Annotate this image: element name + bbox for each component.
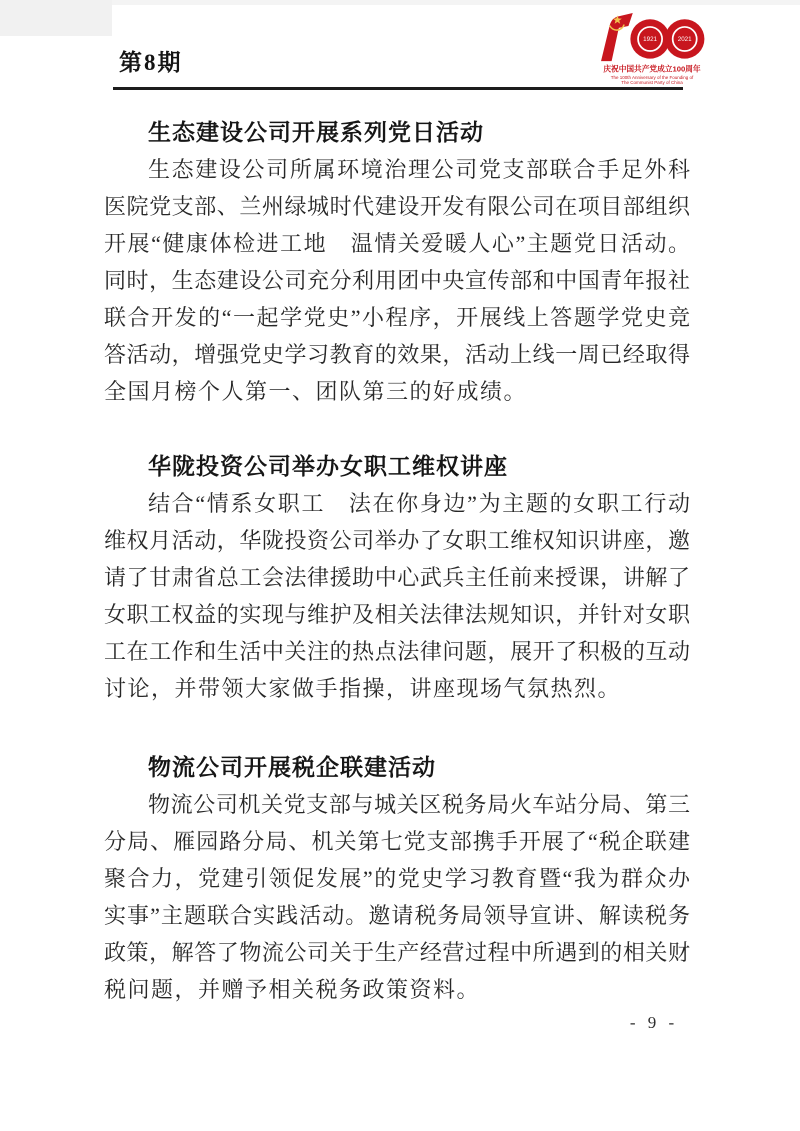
logo-caption-en-line2: The Communist Party of China	[621, 80, 683, 85]
body-line: 物流公司机关党支部与城关区税务局火车站分局、第三	[148, 792, 690, 817]
header-rule	[113, 87, 683, 90]
body-line: 答活动，增强党史学习教育的效果，活动上线一周已经取得	[104, 342, 690, 367]
body-line: 开展“健康体检进工地 温情关爱暖人心”主题党日活动。	[104, 231, 690, 256]
body-line: 全国月榜个人第一、团队第三的好成绩。	[104, 379, 528, 404]
body-line: 请了甘肃省总工会法律援助中心武兵主任前来授课，讲解了	[104, 565, 690, 590]
scan-corner-artifact	[0, 0, 112, 36]
article-logistics-company	[104, 749, 690, 1008]
body-line: 结合“情系女职工 法在你身边”为主题的女职工行动	[148, 491, 690, 516]
article-title: 华陇投资公司举办女职工维权讲座	[148, 453, 508, 479]
logo-100-graphic	[599, 13, 705, 63]
scan-edge-artifact	[0, 0, 800, 5]
body-line: 政策，解答了物流公司关于生产经营过程中所遇到的相关财	[104, 940, 690, 965]
body-line: 同时，生态建设公司充分利用团中央宣传部和中国青年报社	[104, 268, 690, 293]
body-line: 维权月活动，华陇投资公司举办了女职工维权知识讲座，邀	[104, 528, 690, 553]
logo-caption-en	[596, 75, 708, 85]
body-line: 女职工权益的实现与维护及相关法律法规知识，并针对女职	[104, 602, 690, 627]
logo-caption-en-line1: The 100th Anniversary of the Founding of	[610, 75, 694, 80]
article-ecology-company	[104, 114, 690, 410]
body-line: 聚合力，党建引领促发展”的党史学习教育暨“我为群众办	[104, 866, 690, 891]
body-line: 工在工作和生活中关注的热点法律问题，展开了积极的互动	[104, 639, 690, 664]
logo-caption-cn: 庆祝中国共产党成立100周年	[603, 64, 701, 74]
logo-year-1921: 1921	[643, 36, 658, 44]
cpc-100th-anniversary-logo	[596, 13, 708, 85]
page-number: - 9 -	[629, 1013, 679, 1032]
body-line: 税问题，并赠予相关税务政策资料。	[104, 977, 481, 1002]
logo-year-2021: 2021	[677, 36, 692, 44]
article-hualong-investment	[104, 448, 690, 707]
body-line: 实事”主题联合实践活动。邀请税务局领导宣讲、解读税务	[104, 903, 690, 928]
issue-label: 第8期	[119, 50, 183, 75]
body-line: 讨论，并带领大家做手指操，讲座现场气氛热烈。	[104, 676, 622, 701]
body-line: 分局、雁园路分局、机关第七党支部携手开展了“税企联建	[104, 829, 690, 854]
body-line: 医院党支部、兰州绿城时代建设开发有限公司在项目部组织	[104, 194, 690, 219]
article-title: 生态建设公司开展系列党日活动	[148, 119, 484, 145]
body-line: 生态建设公司所属环境治理公司党支部联合手足外科	[148, 157, 690, 182]
body-line: 联合开发的“一起学党史”小程序，开展线上答题学党史竞	[104, 305, 690, 330]
article-title: 物流公司开展税企联建活动	[148, 754, 436, 780]
